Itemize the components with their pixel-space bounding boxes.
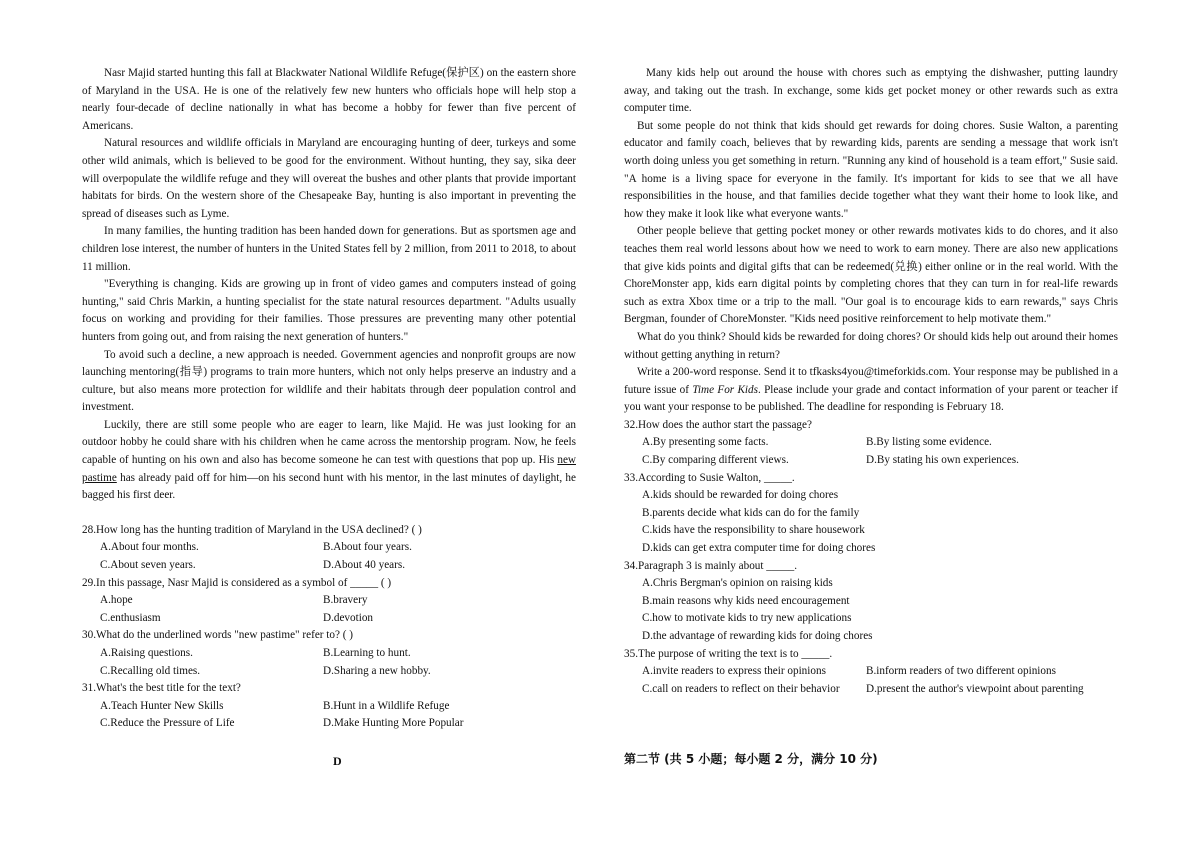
option-d: D.Sharing a new hobby. bbox=[323, 664, 431, 677]
option-a: A.Chris Bergman's opinion on raising kids bbox=[642, 577, 833, 590]
options bbox=[624, 575, 1118, 645]
options bbox=[624, 487, 1118, 557]
question-stem: 30.What do the underlined words "new pastime" refer to? ( ) bbox=[82, 629, 354, 642]
option-a: A.kids should be rewarded for doing chores bbox=[642, 489, 839, 502]
option-c: C.Recalling old times. bbox=[100, 664, 201, 677]
text: Luckily, there are still some people who are eager to learn, like Majid. He was just looking for an outdoor hobby he could share with his children when he came across the mentorship program. Now, he feels capable of hunting on his own and also has become someone he can test with questions that pop up. His bbox=[82, 418, 576, 467]
option-b: B.By listing some evidence. bbox=[866, 436, 992, 449]
option-b: B.main reasons why kids need encouragement bbox=[642, 594, 850, 607]
option-c: C.About seven years. bbox=[100, 559, 196, 572]
option-a: A.Raising questions. bbox=[100, 647, 193, 659]
text: Write a 200-word response. Send it to tfkasks4you@timeforkids.com. Your response may be published in a future issue of bbox=[624, 366, 1118, 396]
question-stem: 32.How does the author start the passage? bbox=[624, 418, 812, 431]
question-stem: 34.Paragraph 3 is mainly about _____. bbox=[624, 559, 798, 572]
option-b: B.Learning to hunt. bbox=[323, 647, 411, 659]
options bbox=[82, 698, 576, 733]
option-a: A.By presenting some facts. bbox=[642, 436, 769, 449]
paragraph bbox=[624, 364, 1118, 417]
magazine-title: Time For Kids bbox=[692, 383, 758, 396]
options bbox=[82, 592, 576, 627]
options bbox=[624, 434, 1118, 469]
option-b: B.inform readers of two different opinions bbox=[866, 665, 1056, 678]
question-29 bbox=[82, 575, 576, 628]
paragraph: Many kids help out around the house with chores such as emptying the dishwasher, putting laundry away, and taking out the trash. In exchange, some kids get pocket money or other rewards such as extra computer time. bbox=[624, 67, 1118, 115]
paragraph: Nasr Majid started hunting this fall at Blackwater National Wildlife Refuge(保护区) on the eastern shore of Maryland in the USA. He is one of the relatively few new hunters who officials hope will help stop a nearly four-decade of decline nationally in what has become a hobby for fewer than five percent of Americans. bbox=[82, 67, 576, 132]
paragraph: In many families, the hunting tradition has been handed down for generations. But as sportsmen age and children lose interest, the number of hunters in the United States fell by 2 million, from 2011 to 2018, to about 11 million. bbox=[82, 225, 576, 273]
option-d: D.By stating his own experiences. bbox=[866, 454, 1019, 467]
option-c: C.call on readers to reflect on their behavior bbox=[642, 682, 840, 695]
question-32 bbox=[624, 417, 1118, 470]
option-a: A.Teach Hunter New Skills bbox=[100, 699, 224, 712]
question-34 bbox=[624, 558, 1118, 646]
option-d: D.present the author's viewpoint about parenting bbox=[866, 682, 1084, 695]
paragraph: What do you think? Should kids be rewarded for doing chores? Or should kids help out around their homes without getting anything in return? bbox=[624, 330, 1118, 361]
question-stem: 35.The purpose of writing the text is to _____. bbox=[624, 647, 833, 660]
paragraph: But some people do not think that kids should get rewards for doing chores. Susie Walton, a parenting educator and family coach, believes that by rewarding kids, parents are sending a message that work isn't worth doing unless you get something in return. "Running any kind of household is a team effort," Susie said. "A home is a living space for everyone in the family. It's important for kids to see that we all have responsibilities in the house, and that families decide together what they want their home to look like, and how they make it look like what everyone wants." bbox=[624, 119, 1118, 220]
paragraph bbox=[82, 417, 576, 505]
question-stem: 33.According to Susie Walton, _____. bbox=[624, 471, 795, 484]
option-c: C.enthusiasm bbox=[100, 611, 161, 624]
question-31 bbox=[82, 680, 576, 733]
option-d: D.About 40 years. bbox=[323, 559, 406, 572]
options bbox=[82, 539, 576, 574]
option-a: A.hope bbox=[100, 594, 133, 607]
option-a: A.invite readers to express their opinions bbox=[642, 665, 826, 678]
question-28 bbox=[82, 522, 576, 575]
option-b: B.parents decide what kids can do for the family bbox=[642, 506, 860, 519]
option-d: D.kids can get extra computer time for doing chores bbox=[642, 542, 876, 555]
paragraph: "Everything is changing. Kids are growing up in front of video games and computers instead of going hunting," said Chris Markin, a hunting specialist for the state natural resources department. "Adults usually focus on working and providing for their families. Those pressures are preventing many other potential hunters from going out, and from raising the next generation of hunters." bbox=[82, 278, 576, 343]
options bbox=[624, 663, 1118, 698]
question-stem: 29.In this passage, Nasr Majid is considered as a symbol of _____ ( ) bbox=[82, 576, 392, 589]
underlined-words: new pastime bbox=[82, 454, 576, 484]
section-heading: 第二节 (共 5 小题；每小题 2 分，满分 10 分) bbox=[624, 752, 878, 766]
section-letter-d: D bbox=[333, 754, 342, 768]
option-b: B.About four years. bbox=[323, 541, 412, 554]
option-d: D.devotion bbox=[323, 611, 374, 624]
options bbox=[82, 645, 576, 680]
paragraph: Natural resources and wildlife officials in Maryland are encouraging hunting of deer, turkeys and some other wild animals, which is believed to be good for the environment. Without hunting, they say, sika deer will overpopulate the wildlife refuge and they will overeat the bushes and other plants that provide important habitats for birds. On the western shore of the Chesapeake Bay, hunting is also important in preventing the spread of diseases such as Lyme. bbox=[82, 137, 576, 220]
option-d: D.the advantage of rewarding kids for doing chores bbox=[642, 630, 873, 642]
question-35 bbox=[624, 646, 1118, 699]
option-c: C.By comparing different views. bbox=[642, 454, 789, 467]
question-33 bbox=[624, 470, 1118, 558]
question-30 bbox=[82, 627, 576, 680]
option-b: B.bravery bbox=[323, 594, 368, 607]
right-column bbox=[624, 65, 1118, 698]
text: . Please include your grade and contact information of your parent or teacher if you want your response to be published. The deadline for responding is February 18. bbox=[624, 383, 1118, 414]
question-stem: 31.What's the best title for the text? bbox=[82, 682, 241, 695]
option-a: A.About four months. bbox=[100, 541, 199, 554]
option-c: C.Reduce the Pressure of Life bbox=[100, 717, 235, 730]
question-stem: 28.How long has the hunting tradition of Maryland in the USA declined? ( ) bbox=[82, 523, 422, 536]
option-b: B.Hunt in a Wildlife Refuge bbox=[323, 699, 450, 712]
paragraph: Other people believe that getting pocket money or other rewards motivates kids to do chores, and it also teaches them real world lessons about how we need to work to earn money. There are also new applications that give kids points and digital gifts that can be redeemed(兑换) either online or in the real world. With the ChoreMonster app, kids earn digital points by completing chores that they can turn in for real-life rewards such as extra Xbox time or a trip to the mall. "Our goal is to encourage kids to earn rewards," says Chris Bergman, founder of ChoreMonster. "Kids need positive reinforcement to help motivate them." bbox=[624, 225, 1118, 326]
option-c: C.how to motivate kids to try new applications bbox=[642, 612, 852, 625]
option-d: D.Make Hunting More Popular bbox=[323, 717, 464, 730]
option-c: C.kids have the responsibility to share housework bbox=[642, 524, 865, 537]
left-column bbox=[82, 65, 576, 733]
paragraph: To avoid such a decline, a new approach is needed. Government agencies and nonprofit groups are now launching mentoring(指导) programs to train more hunters, which not only helps preserve an industry and a culture, but also means more protection for wildlife and their habitats through deer population control and investment. bbox=[82, 348, 576, 414]
text: has already paid off for him—on his second hunt with his mentor, in the last minutes of daylight, he bagged his first deer. bbox=[82, 471, 576, 502]
